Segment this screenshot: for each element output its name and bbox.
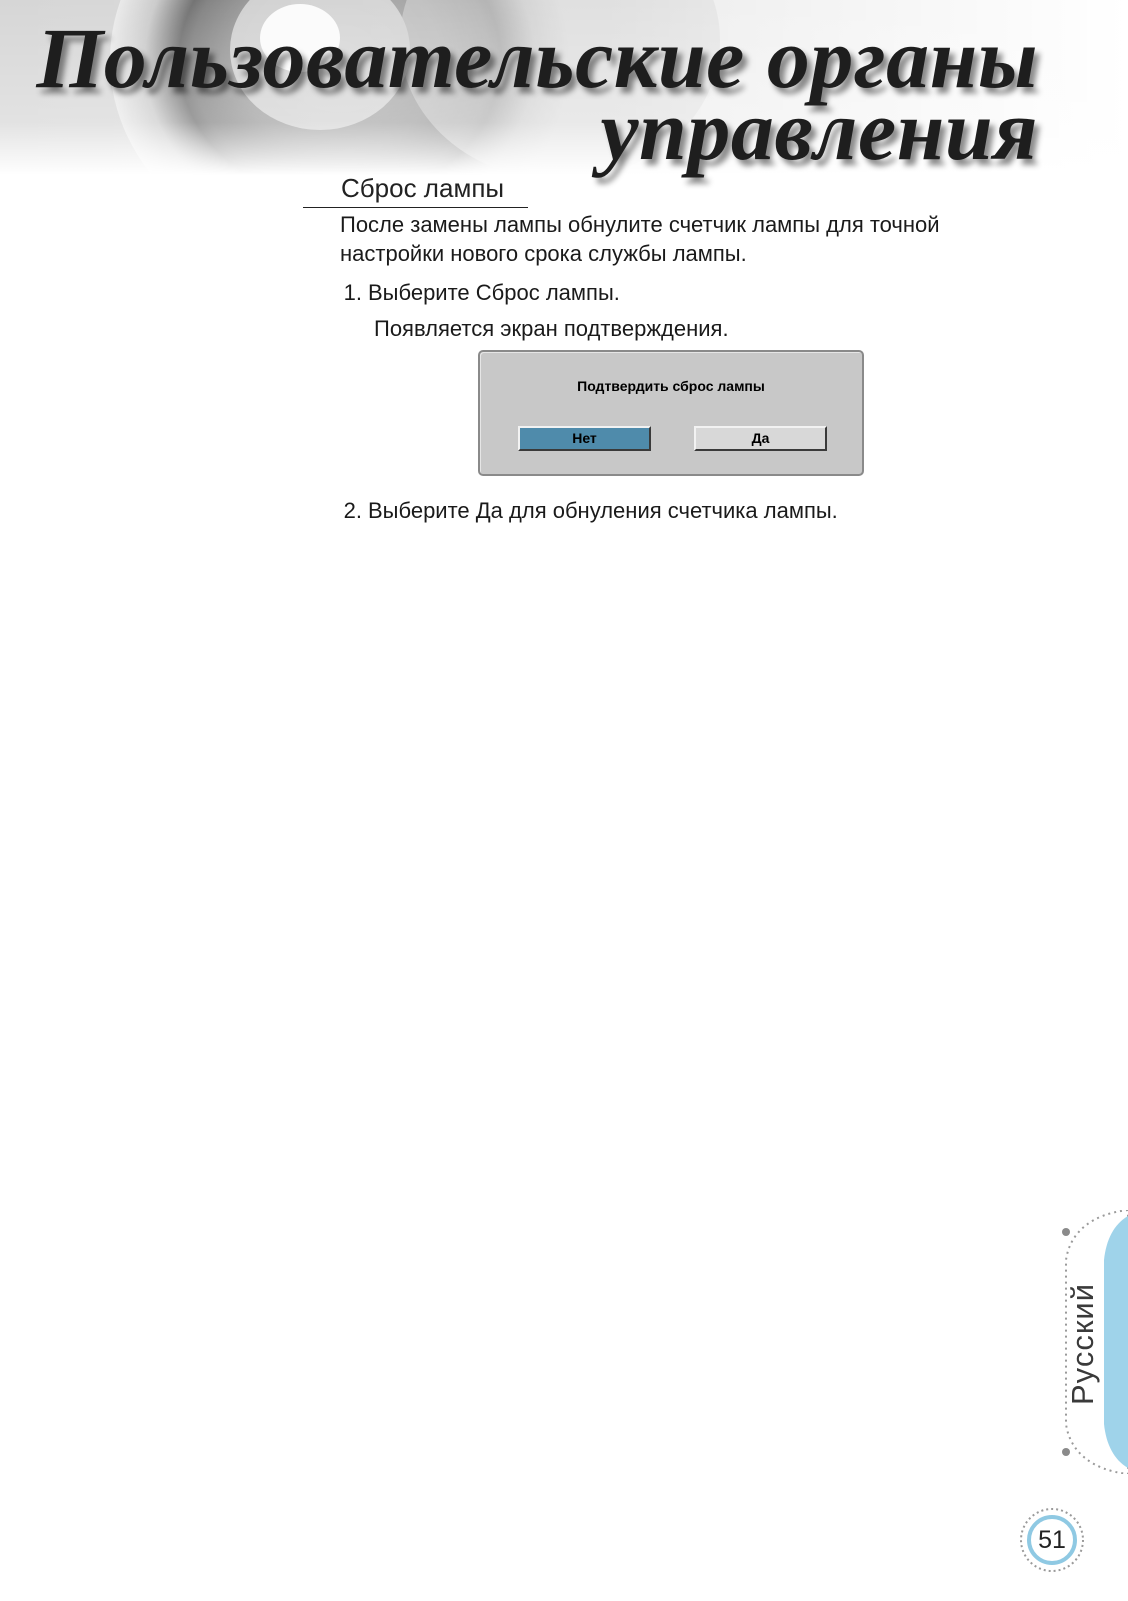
- page-title-line2: управления: [600, 82, 1038, 178]
- step-1-note: Появляется экран подтверждения.: [374, 316, 729, 341]
- yes-button[interactable]: Да: [694, 426, 827, 451]
- page-number: 51: [1038, 1526, 1066, 1554]
- step-2-number: 2.: [343, 498, 362, 523]
- step-2-text: Выберите Да для обнуления счетчика лампы.: [368, 498, 838, 523]
- step-1-number: 1.: [343, 280, 362, 305]
- intro-paragraph: После замены лампы обнулите счетчик лампы для точной настройки нового срока службы лампы.: [340, 212, 940, 266]
- confirm-dialog-illustration: [478, 350, 864, 476]
- language-label: Русский: [1065, 1282, 1100, 1406]
- section-heading: [303, 173, 528, 208]
- section-heading-text: Сброс лампы: [341, 173, 505, 203]
- page-title-line1: Пользовательские органы: [36, 10, 1038, 106]
- page-title: [36, 10, 1038, 178]
- step-1-text: Выберите Сброс лампы.: [368, 280, 620, 305]
- dialog-title: Подтвердить сброс лампы: [577, 378, 765, 394]
- no-button[interactable]: Нет: [518, 426, 651, 451]
